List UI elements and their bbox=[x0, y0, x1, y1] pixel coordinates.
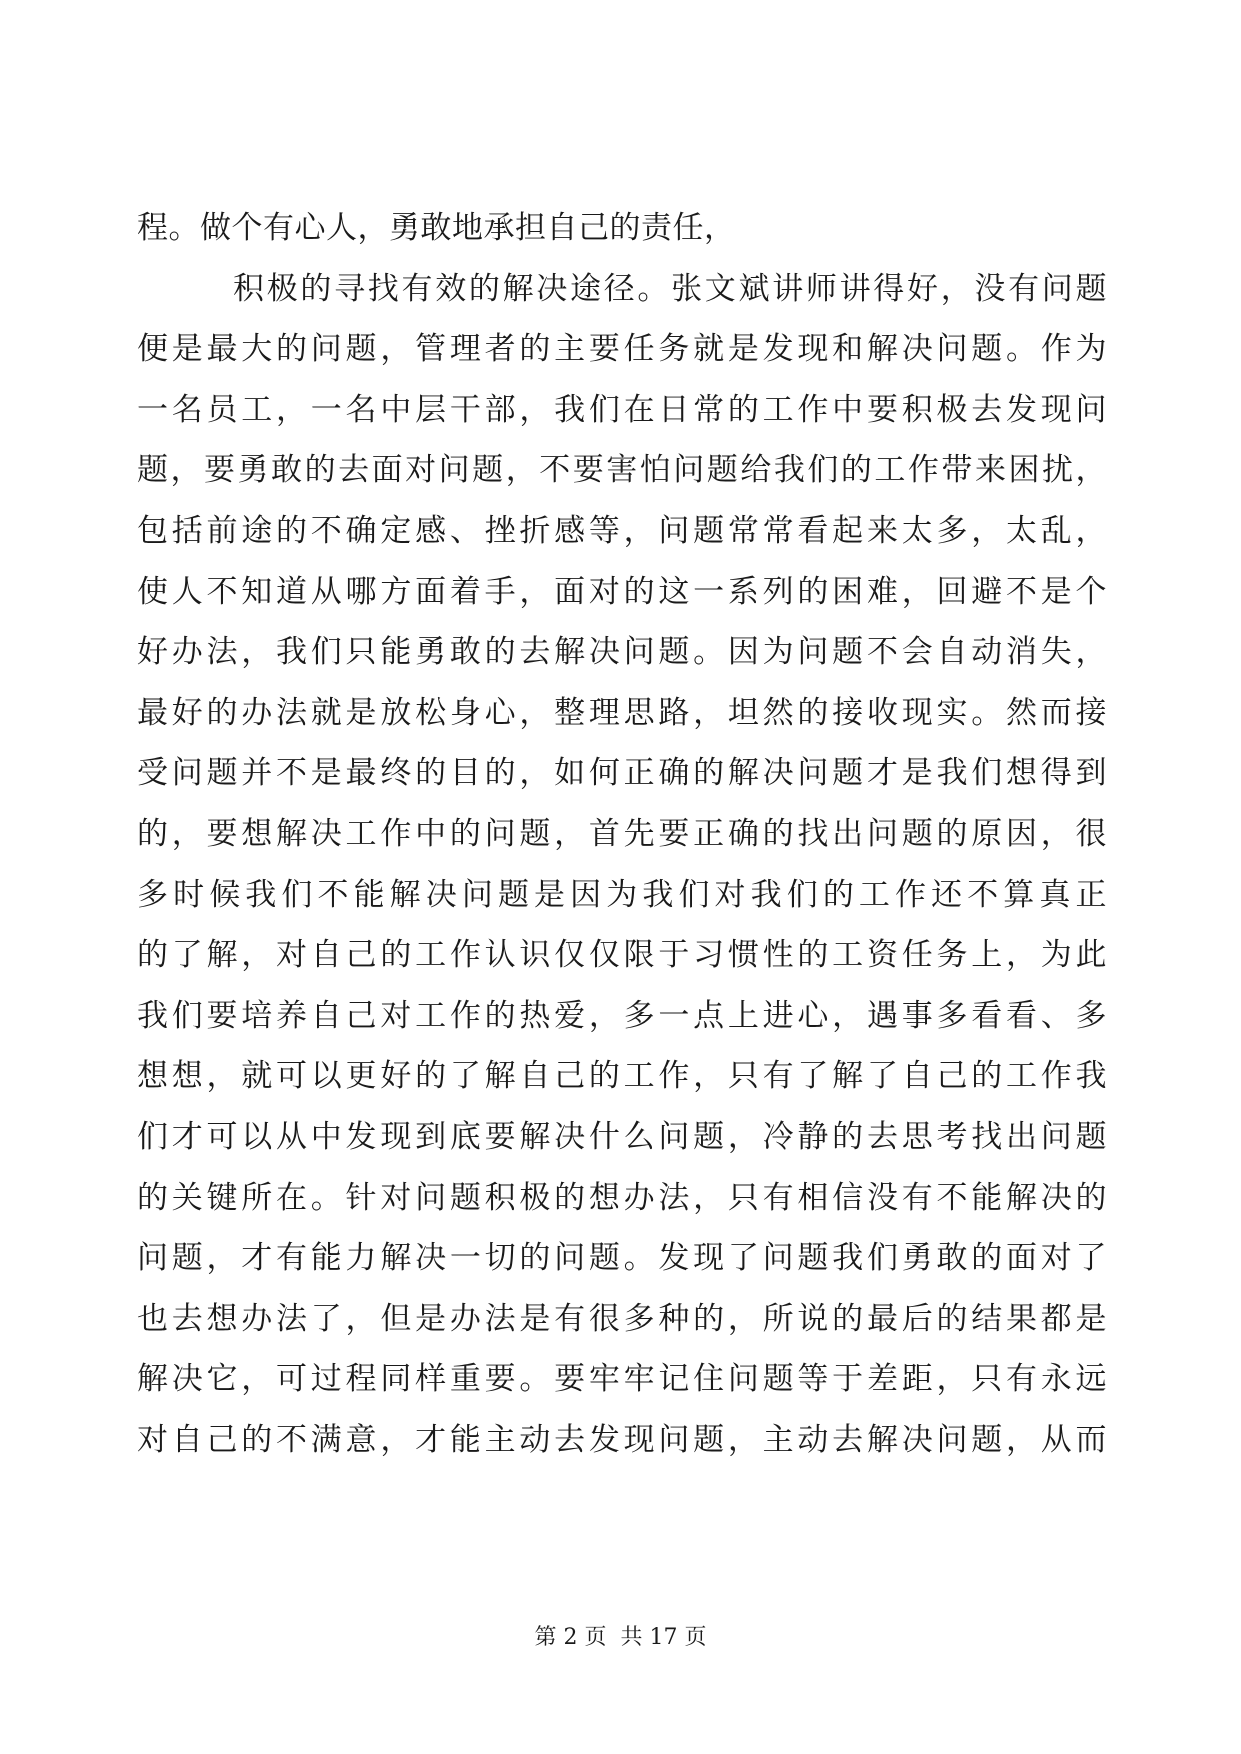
text-line: 程。做个有心人，勇敢地承担自己的责任， bbox=[137, 210, 736, 246]
text-line: 的关键所在。针对问题积极的想办法，只有相信没有不能解决的 bbox=[137, 1179, 1107, 1216]
text-line: 们才可以从中发现到底要解决什么问题，冷静的去思考找出问题 bbox=[137, 1118, 1107, 1155]
paragraph-first-line: 积极的寻找有效的解决途径。张文斌讲师讲得好，没有问题 bbox=[233, 270, 1107, 307]
text-line: 最好的办法就是放松身心，整理思路，坦然的接收现实。然而接 bbox=[137, 694, 1107, 731]
text-line: 多时候我们不能解决问题是因为我们对我们的工作还不算真正 bbox=[137, 876, 1107, 913]
text-line: 受问题并不是最终的目的，如何正确的解决问题才是我们想得到 bbox=[137, 755, 1107, 792]
text-line: 一名员工，一名中层干部，我们在日常的工作中要积极去发现问 bbox=[137, 391, 1107, 428]
text-line: 题，要勇敢的去面对问题，不要害怕问题给我们的工作带来困扰， bbox=[137, 452, 1107, 489]
text-line: 包括前途的不确定感、挫折感等，问题常常看起来太多，太乱， bbox=[137, 512, 1107, 549]
text-line: 对自己的不满意，才能主动去发现问题，主动去解决问题，从而 bbox=[137, 1421, 1107, 1458]
text-line: 好办法，我们只能勇敢的去解决问题。因为问题不会自动消失， bbox=[137, 634, 1107, 671]
text-line: 的了解，对自己的工作认识仅仅限于习惯性的工资任务上，为此 bbox=[137, 937, 1107, 974]
text-line: 想想，就可以更好的了解自己的工作，只有了解了自己的工作我 bbox=[137, 1058, 1107, 1095]
body-text bbox=[137, 198, 1107, 1470]
text-line: 的，要想解决工作中的问题，首先要正确的找出问题的原因，很 bbox=[137, 815, 1107, 852]
page-number-footer: 第 2 页 共 17 页 bbox=[534, 1625, 707, 1650]
text-line: 我们要培养自己对工作的热爱，多一点上进心，遇事多看看、多 bbox=[137, 997, 1107, 1034]
text-line: 使人不知道从哪方面着手，面对的这一系列的困难，回避不是个 bbox=[137, 573, 1107, 610]
text-line: 也去想办法了，但是办法是有很多种的，所说的最后的结果都是 bbox=[137, 1300, 1107, 1337]
text-line: 问题，才有能力解决一切的问题。发现了问题我们勇敢的面对了 bbox=[137, 1240, 1107, 1277]
text-line: 便是最大的问题，管理者的主要任务就是发现和解决问题。作为 bbox=[137, 331, 1107, 368]
text-line: 解决它，可过程同样重要。要牢牢记住问题等于差距，只有永远 bbox=[137, 1361, 1107, 1398]
